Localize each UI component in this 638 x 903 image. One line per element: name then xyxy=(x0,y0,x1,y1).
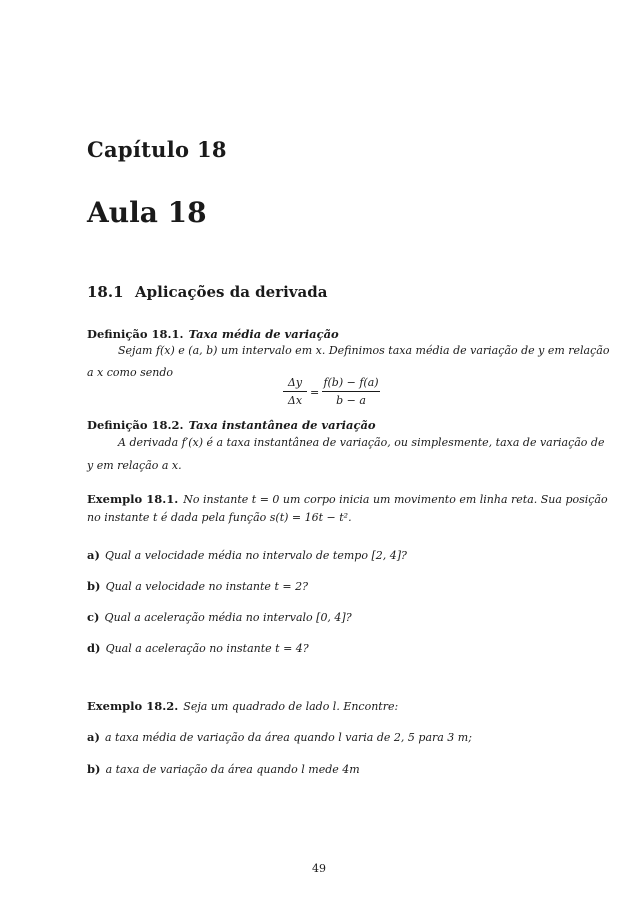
definition-1-label: Definição 18.1. xyxy=(87,327,184,341)
item-text: Qual a aceleração no instante t = 4? xyxy=(105,642,309,655)
formula-rhs-fraction xyxy=(322,376,380,407)
example-1-item-d xyxy=(87,637,309,656)
example-2-item-a xyxy=(87,726,472,745)
formula-equals: = xyxy=(310,386,320,399)
definition-2-line-1: A derivada f′(x) é a taxa instantânea de variação, ou simplesmente, taxa de variação de xyxy=(118,436,605,449)
lesson-title: Aula 18 xyxy=(87,196,207,229)
example-2-item-b xyxy=(87,758,360,777)
chapter-title: Capítulo 18 xyxy=(87,137,227,162)
definition-2-heading xyxy=(87,414,376,433)
section-title: Aplicações da derivada xyxy=(135,283,328,301)
item-letter: a) xyxy=(87,730,100,744)
definition-2-line-2: y em relação a x. xyxy=(87,459,182,472)
example-1-item-b xyxy=(87,575,308,594)
example-1-line-1: No instante t = 0 um corpo inicia um movimento em linha reta. Sua posição xyxy=(183,493,608,506)
example-1-label: Exemplo 18.1. xyxy=(87,492,179,506)
formula-lhs-numerator: Δy xyxy=(287,376,303,389)
item-letter: c) xyxy=(87,610,100,624)
section-number: 18.1 xyxy=(87,283,124,301)
example-2-line-1: Seja um quadrado de lado l. Encontre: xyxy=(183,700,399,713)
item-letter: b) xyxy=(87,762,101,776)
formula-lhs-bar xyxy=(283,391,307,392)
item-letter: b) xyxy=(87,579,101,593)
formula-lhs-denominator: Δx xyxy=(287,394,303,407)
formula-lhs-fraction xyxy=(283,376,307,407)
section-heading xyxy=(87,283,327,301)
example-1-heading xyxy=(87,488,608,507)
definition-1-heading xyxy=(87,323,339,342)
item-text: a taxa média de variação da área quando l varia de 2, 5 para 3 m; xyxy=(105,731,472,744)
formula-rhs-bar xyxy=(322,391,380,392)
definition-2-name: Taxa instantânea de variação xyxy=(188,418,376,432)
page-number: 49 xyxy=(312,862,326,875)
example-1-line-2: no instante t é dada pela função s(t) = 16t − t². xyxy=(87,511,352,524)
example-2-heading xyxy=(87,695,398,714)
formula-rhs-denominator: b − a xyxy=(336,394,366,407)
definition-1-line-2: a x como sendo xyxy=(87,366,173,379)
definition-1-name: Taxa média de variação xyxy=(188,327,339,341)
item-letter: d) xyxy=(87,641,101,655)
example-2-label: Exemplo 18.2. xyxy=(87,699,179,713)
example-1-item-a xyxy=(87,544,407,563)
definition-1-line-1: Sejam f(x) e (a, b) um intervalo em x. Definimos taxa média de variação de y em relação xyxy=(118,344,610,357)
formula-rhs-numerator: f(b) − f(a) xyxy=(323,376,379,389)
item-letter: a) xyxy=(87,548,100,562)
example-1-item-c xyxy=(87,606,352,625)
item-text: Qual a velocidade média no intervalo de tempo [2, 4]? xyxy=(105,549,407,562)
item-text: Qual a velocidade no instante t = 2? xyxy=(105,580,308,593)
item-text: Qual a aceleração média no intervalo [0, 4]? xyxy=(104,611,352,624)
item-text: a taxa de variação da área quando l mede 4m xyxy=(105,763,360,776)
definition-2-label: Definição 18.2. xyxy=(87,418,184,432)
